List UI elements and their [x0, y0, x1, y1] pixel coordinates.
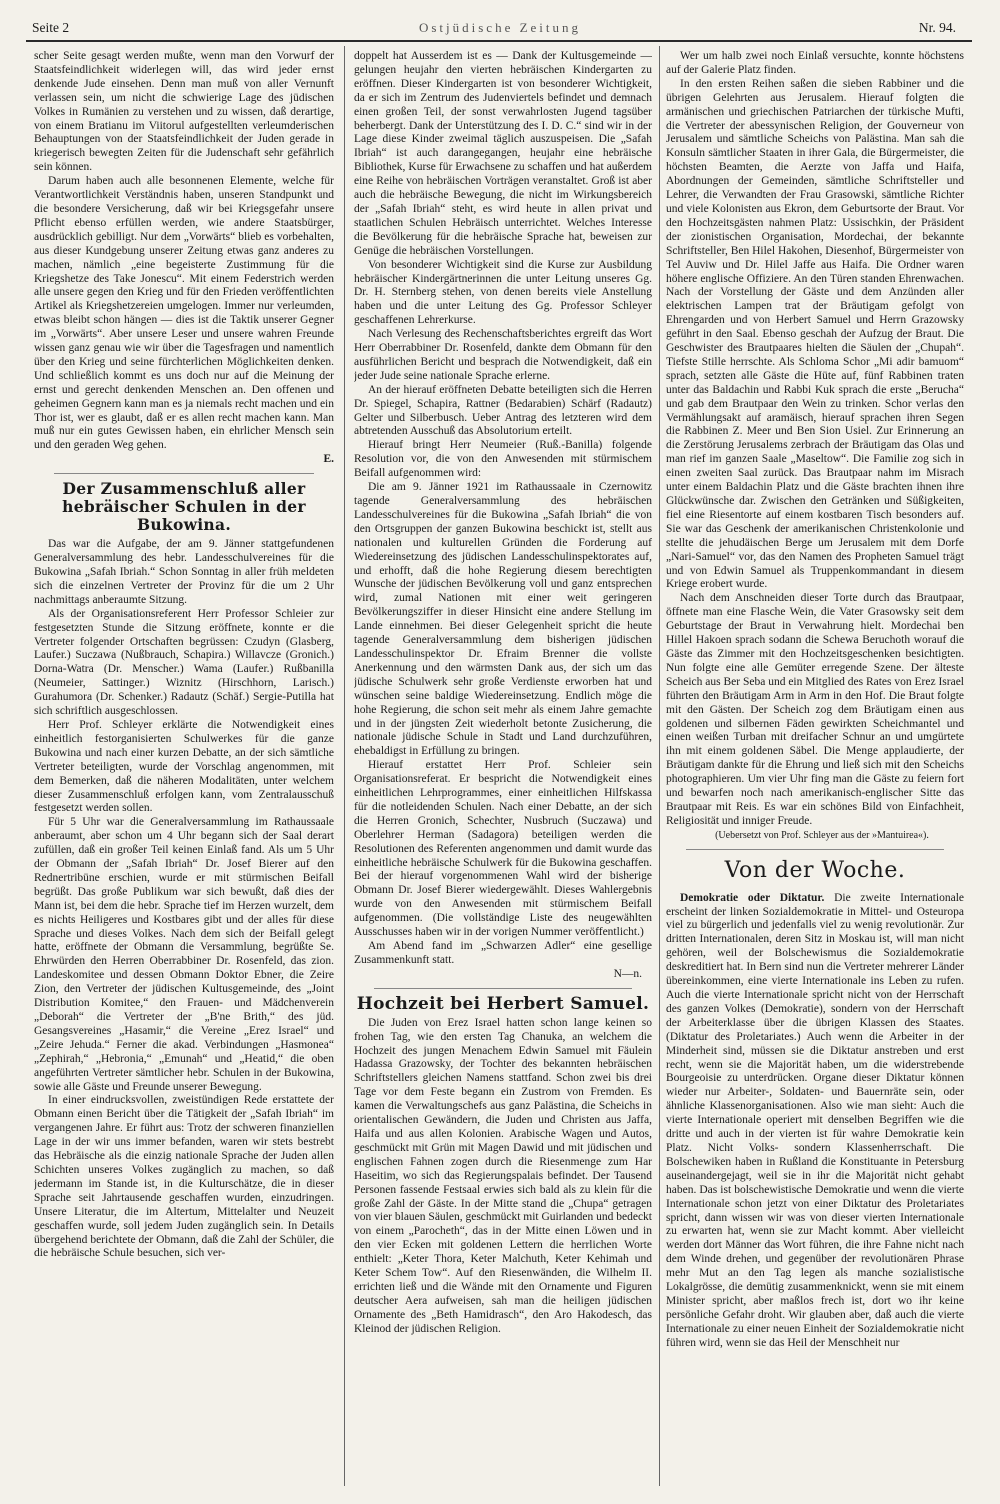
issue-number: Nr. 94.	[918, 20, 956, 35]
section-divider	[374, 988, 632, 989]
article-paragraph: Herr Prof. Schleyer erklärte die Notwendigkeit eines einheitlich festorganisierten Schulwerkes für die ganze Bukowina und nach einer kurzen Debatte, an der sich sämtliche Vertreter beteiligten, wurde der Vorschlag angenommen, mit dem Bemerken, daß die näheren Modalitäten, unter welchem dieser Zusammenschluß erfolgen kann, vom Zentralausschuß festgesetzt werden sollen.	[34, 718, 334, 815]
article-signature: E.	[323, 453, 334, 466]
article-paragraph: Hierauf erstattet Herr Prof. Schleier sein Organisationsreferat. Er bespricht die Notwendigkeit eines einheitlichen Lehrprogrammes, einer einheitlichen Hilfskassa für die notleidenden Schulen. Nach einer Debatte, an der sich die Herren Gronich, Schechter, Nusbruch (Suczawa) und Oberlehrer Herman (Sadagora) beteiligen werden die Resolutionen des Referenten angenommen und damit wurde das einheitliche hebräische Schulwerk für die Bukowina geschaffen. Bei der hierauf vorgenommenen Wahl wird der bisherige Obmann Dr. Josef Bierer wiedergewählt. Dieses Wahlergebnis wurde von den Anwesenden mit stürmischem Beifall aufgenommen. (Die vollständige Liste des neugewählten Ausschusses haben wir in der vorigen Nummer veröffentlicht.)	[354, 759, 652, 939]
column-3	[666, 50, 964, 1482]
article-paragraph: Am Abend fand im „Schwarzen Adler“ eine gesellige Zusammenkunft statt.	[354, 940, 652, 966]
header-rule	[26, 40, 972, 42]
section-heading: Von der Woche.	[724, 857, 906, 883]
article-paragraph: Wer um halb zwei noch Einlaß versuchte, konnte höchstens auf der Galerie Platz finden.	[666, 50, 964, 76]
article-paragraph: doppelt hat Ausserdem ist es — Dank der Kultusgemeinde — gelungen heujahr den vierten hebräischen Kindergarten zu eröffnen. Dieser Kindergarten ist von besonderer Wichtigkeit, da er sich im Zentrum des Judenviertels befindet und demnach einen großen Teil, der sonst verwahrlosten Jugend tagsüber beherbergt. Dank der Unterstützung des I. D. C.“ sind wir in der Lage diese Kinder zweimal täglich auszuspeisen. Die „Safah Ibriah“ ist auch darangegangen, heujahr eine hebräische Bibliothek, Kurse für Erwachsene zu schaffen und hat außerdem eine Reihe von hebräischen Vorträgen veranstaltet. Groß ist aber auch die hebräische Bewegung, die nicht im Wirkungsbereich der „Safah Ibriah“ steht, es wird heute in allen privat und staatlichen Schulen Hebräisch unterrichtet. Welches Interesse die Bevölkerung für die hebräische Sprache hat, beweisen zur Genüge die hebräischen Vorstellungen.	[354, 50, 652, 257]
article-heading: Hochzeit bei Herbert Samuel.	[356, 993, 650, 1014]
article-lead: Demokratie oder Diktatur.	[680, 891, 825, 904]
article-paragraph: Die zweite Internationale erscheint der linken Sozialdemokratie in Mittel- und Osteuropa viel zu bürgerlich und jedenfalls viel zu wenig revolutionär. Zur dritten Internationalen, deren Sitz in Moskau ist, will man nicht gehören, weil der Bolschewismus die Sozialdemokratie deskreditiert hat. In Bern sind nun die Vertreter mehrerer Länder übereinkommen, eine vierte Internationale ins Leben zu rufen. Auch die vierte Internationale spricht nicht von der Herrschaft des ganzen Volkes (Demokratie), sondern von der Herrschaft der Arbeiterklasse über die übrigen Klassen des Staates. (Diktatur des Proletariates.) Auch wenn die Arbeiter in der Minderheit sind, müssen sie die Diktatur anstreben und erst recht, wenn sie die Majorität haben, um die widerstrebende Bourgeoisie zu unterdrücken. Organe dieser Diktatur können wieder nur Arbeiter-, Soldaten- und Bauernräte sein, oder ähnliche Klassenorganisationen. Also wie man sieht: Auch die vierte Internationale operiert mit denselben Begriffen wie die dritte und auch in der vierten ist für wahre Demokratie kein Platz. Nicht Volks- sondern Klassenherrschaft. Die Bolschewiken haben in Rußland die Konstituante in Petersburg auseinandergejagt, weil sie in ihr die Majorität nicht gehabt haben. Das ist bolschewistische Demokratie und wenn die vierte Internationale schon jetzt von einer Diktatur des Proletariates spricht, dann wissen wir was von dieser vierten Internationale zu erwarten hat, wenn sie zur Macht kommt. Aber vielleicht werden dort Männer das Wort führen, die ihre Fahne nicht nach dem Winde drehen, und gegenüber der revolutionären Phrase mehr Mut an den Tag legen als manche sozialistische Lokalgrösse, die demütig zusammenknickt, wenn sie mit einem Minister spricht, aber maßlos frech ist, dort wo ihr keine persönliche Gefahr droht. Wir glauben aber, daß auch die vierte Internationale zu einer neuen Einheit der Sozialdemokratie nicht führen wird, wenn sie das Heil der Menschheit nur	[666, 891, 964, 1349]
article-paragraph: Darum haben auch alle besonnenen Elemente, welche für Verantwortlichkeit Verständnis haben, unseren Standpunkt und die besondere Versicherung, daß wir bei Kriegsgefahr unsere Pflicht ebenso erfüllen werden, wie andere Staatsbürger, ausdrücklich gebilligt. Nur dem „Vorwärts“ blieb es vorbehalten, aus dieser Kundgebung unserer Zeitung etwas ganz anderes zu machen, nämlich „eine begeisterte Zustimmung für die Kriegshetze des Take Jonescu“. Mit einem Federstrich werden alle unsere gegen den Krieg und für den Frieden veröffentlichten Artikel als Kriegshetzereien umgelogen. Immer nur verleumden, etwas bleibt schon hängen — dies ist die Taktik unserer Gegner im „Vorwärts“. Aber unsere Leser und unsere wahren Freunde wissen ganz genau wie wir über die Tagesfragen und namentlich über den Krieg und seine fürchterlichen Möglichkeiten denken. Und schließlich kommt es uns doch nur auf die Meinung der ernst und gerecht denkenden Menschen an. Den offenen und geheimen Gegnern kann man es ja niemals recht machen und ein Thor ist, wer es glaubt, daß er es allen recht machen kann. Man muß nur ein gutes Gewissen haben, ein ehrlicher Mensch sein und den geraden Weg gehen.	[34, 175, 334, 452]
article-signature: N—n.	[613, 967, 642, 980]
article-paragraph: An der hierauf eröffneten Debatte beteiligten sich die Herren Dr. Spiegel, Schapira, Rattner (Bedarabien) Schärf (Radautz) Gelter und Silberbusch. Ueber Antrag des letzteren wird dem abtretenden Ausschuß das Absolutorium erteilt.	[354, 383, 652, 438]
article-paragraph: In den ersten Reihen saßen die sieben Rabbiner und die übrigen Gelehrten aus Jerusalem. Hierauf folgten die armänischen und griechischen Patriarchen der türkische Mufti, die Vertreter der abessynischen Religion, der Gouverneur von Jerusalem und sämtliche Scheichs von Palästina. Man sah die Konsuln sämtlicher Staaten in ihrer Gala, die Bürgermeister, die höchsten Beamten, die Aerzte von Jaffa und Haifa, Abordnungen der Gemeinden, sämtliche Schriftsteller und Lehrer, die Verwandten der Frau Grasowski, sämtliche Richter und viele Kolonisten aus Ekron, dem Geburtsorte der Braut. Vor den Hochzeitsgästen nahmen Platz: Ussischkin, der Präsident der zionistischen Organisation, Mordechai, der bekannte Schriftsteller, Ben Hilel Hakohen, Diesenhof, Bürgermeister von Tel Auviw und Dr. Hilel Jaffe aus Haifa. Die Ordner waren höhere englische Offiziere. An den Türen standen Ehrenwachen. Nach der Vorstellung der Gäste und dem Anzünden aller elektrischen Lampen trat der Bräutigam gefolgt von Ehrengarden und von Herbert Samuel und Herrn Grazowsky geführt in den Saal. Ebenso geschah der Aufzug der Braut. Die Geschwister des Brautpaares hielten die Säulen der „Chupah“. Tiefste Stille herrschte. Als Schloma Schor „Mi adir bamuom“ sprach, setzten alle Gäste die Hüte auf, fünf Rabbinen traten unter das Baldachin und Rabbi Kuk sprach die erste „Berucha“ und gab dem Brautpaar den Wein zu trinken. Schor verlas den Vermählungsakt auf aramäisch, hierauf sprachen ihren Segen die Rabbinen Z. Meer und Ben Sion Usiel. Zur Erinnerung an die Zerstörung Jerusalems zerbrach der Bräutigam das Olas und man rief im ganzen Saale „Maseltow“. Die Familie zog sich in einen zweiten Saal zurück. Das Brautpaar nahm im Misrach unter einem Baldachin Platz und die Gäste brachten ihnen ihre Glückwünsche dar. Zwischen den Getränken und Süßigkeiten, fiel eine Riesentorte auf einem kostbaren Tisch besonders auf. Sie war das Geschenk der amerikanischen Christenkolonie und stellte die jehudäischen Berge um Jerusalem mit dem Dorfe „Nari-Samuel“ vor, das den Namen des Propheten Samuel trägt und von Edwin Samuel als Truppenkommandant in diesem Kriege erobert wurde.	[666, 77, 964, 591]
article-paragraph: Hierauf bringt Herr Neumeier (Ruß.-Banilla) folgende Resolution vor, die von den Anwesenden mit stürmischem Beifall aufgenommen wird:	[354, 439, 652, 480]
article-paragraph: Die am 9. Jänner 1921 im Rathaussaale in Czernowitz tagende Generalversammlung des hebräischen Landesschulvereines für die Bukowina „Safah Ibriah“ die von den Ortsgruppen der ganzen Bukowina beschickt ist, stellt aus nationalen und kulturellen Gründen die Forderung auf Wiedereinsetzung des jüdischen Landesschulinspektorates auf, und erhofft, daß die hohe Regierung diesem berechtigten Wunsche der jüdischen Bevölkerung voll und ganz entsprechen wird, zumal Nationen mit einer weit geringeren Bevölkerungsziffer in dieser Hinsicht eine andere Stellung im Lande einnehmen. Bei dieser Gelegenheit spricht die heute tagende Generalversammlung dem bisherigen jüdischen Landesschulinspektor Dr. Efraim Brenner die vollste Anerkennung und den wärmsten Dank aus, der sich um das jüdische Schulwerk sehr große Verdienste erworben hat und wünschen seine baldige Wiedereinsetzung. Endlich möge die hohe Regierung, die schon seit mehr als einem Jahre gemachte und in der jüngsten Zeit wiederholt betonte Zusicherung, die nationale jüdische Schule in Stadt und Land durchzuführen, ehebaldigst in Erfüllung zu bringen.	[354, 481, 652, 758]
column-divider	[344, 46, 345, 1486]
section-divider	[54, 473, 314, 474]
article-paragraph: Nach dem Anschneiden dieser Torte durch das Brautpaar, öffnete man eine Flasche Wein, die Vater Grasowsky seit dem Geburtstage der Braut in Verwahrung hielt. Mordechai ben Hillel Hakoen sprach sodann die Schewa Beruchoth worauf die Gäste das Zimmer mit den Hochzeitsgeschenken besichtigten. Nun folgte eine alle Gemüter erregende Szene. Der älteste Scheich aus Ber Seba und ein Mitglied des Rates von Erez Israel führten den Bräutigam Arm in Arm in den Hof. Die Braut folgte mit den Gästen. Der Scheich zog dem Bräutigam einen aus goldenen und silbernen Fäden gewirkten Scheichmantel und einen weißen Turban mit dreifacher Schnur an und umgürtete ihn mit einem goldenen Säbel. Die Menge applaudierte, der Bräutigam dankte für die Ehrung und ließ sich mit den Scheichs photographieren. Um vier Uhr fing man die Gäste zu feiern fort und bewarfen noch nach amerikanisch-englischer Sitte das Brautpaar mit Reis. Es war ein schönes Bild von Einfachheit, Religiosität und inniger Freude.	[666, 592, 964, 827]
article-paragraph: scher Seite gesagt werden mußte, wenn man den Vorwurf der Staatsfeindlichkeit widerlegen will, das wird jeder ernst denkende Jude einsehen. Denn man muß von aller Vernunft verlassen sein, um nicht die schwierige Lage des jüdischen Volkes in Rumänien zu verstehen und zu wissen, daß derartige, von einem Bratianu im Viitorul aufgestellten verleumderischen Behauptungen von der Staatsfeindlichkeit der Juden gerade in kriegerisch bewegten Zeiten für die Judenschaft sehr gefährlich sein können.	[34, 50, 334, 174]
column-1	[34, 50, 334, 1482]
column-divider	[659, 46, 660, 1486]
article-paragraph: Die Juden von Erez Israel hatten schon lange keinen so frohen Tag, wie den ersten Tag Chanuka, an welchem die Hochzeit des jungen Menachem Edwin Samuel mit Fäulein Hadassa Grazowsky, der Tochter des bekannten hebräischen Schriftstellers gleichen Namens stattfand. Schon zwei bis drei Tage vor dem Feste begann ein Zustrom von Fremden. Es kamen die Verwaltungschefs aus ganz Palästina, die Scheichs in orientalischen Gewändern, die Juden und Christen aus Jaffa, Haifa und aus allen Kolonien. Arabische Wagen und Autos, geschmückt mit Grün mit Magen Dawid und mit jüdischen und englischen Fahnen zogen durch die Riesenmenge zum Har Haseitim, wo sich das Regierungspalais befindet. Der Tausend Personen fassende Festsaal erwies sich bald als zu klein für die große Zahl der Gäste. In der Mitte stand die „Chupa“ getragen von vier blauen Säulen, geschmückt mit Guirlanden und bedeckt von einem „Parocheth“, das in der Mitte einen Löwen und in den vier Ecken mit goldenen Lettern die herrlichen Worte enthielt: „Keter Thora, Keter Malchuth, Keter Kehimah und Keter Schem Tow“. Auf den Riesenwänden, die Wilhelm II. errichten ließ und die Wände mit den Ornamente und Figuren deutscher Aera aufweisen, sah man die heiligen jüdischen Ornamente des „Beth Hamidrasch“, den Aro Hakodesch, das Kleinod der jüdischen Religion.	[354, 1016, 652, 1335]
page-number: Seite 2	[32, 20, 70, 35]
article-paragraph: Das war die Aufgabe, der am 9. Jänner stattgefundenen Generalversammlung des hebr. Landesschulvereines für die Bukowina „Safah Ibriah.“ Schon Sonntag in aller früh meldeten sich die einzelnen Vertreter der Provinz für die um 2 Uhr nachmittags anberaumte Sitzung.	[34, 538, 334, 606]
article-paragraph: In einer eindrucksvollen, zweistündigen Rede erstattete der Obmann einen Bericht über die Tätigkeit der „Safah Ibriah“ im vergangenen Jahre. Er führt aus: Trotz der schweren finanziellen Lage in der wir uns immer befanden, waren wir stets bestrebt das Hebräische als die einzig nationale Sprache der Juden allen Schichten unseres Volkes zugänglich zu machen, so daß jedermann im Stande ist, in die Kulturschätze, die in dieser Sprache seit Jahrtausende geschaffen wurden, einzudringen. Unsere Literatur, die im Altertum, Mittelalter und Neuzeit geschaffen wurde, soll jedem Juden zugänglich sein. In Details übergehend berichtete der Obmann, daß die Zahl der Schüler, die die hebräische Schule besuchen, sich ver-	[34, 1094, 334, 1260]
translation-note: (Uebersetzt von Prof. Schleyer aus der »Mantuirea«).	[715, 829, 929, 841]
article-heading: Der Zusammenschluß aller hebräischer Schulen in der Bukowina.	[62, 479, 306, 535]
section-divider	[686, 849, 944, 850]
article-paragraph: Als der Organisationsreferent Herr Professor Schleier zur festgesetzten Stunde die Sitzung eröffnete, konnte er die Vertreter folgender Ortschaften begrüssen: Czudyn (Glasberg, Laufer.) Suczawa (Nußbrauch, Schapira.) Willavcze (Gronich.) Dorna-Watra (Dr. Menscher.) Wama (Laufer.) Rußbanilla (Neumeier, Sattinger.) Wiznitz (Hirschhorn, Larisch.) Gurahumora (Dr. Schenker.) Radautz (Schäf.) Sergie-Putilla hat sich schriftlich ausgeschlossen.	[34, 607, 334, 718]
article-paragraph: Nach Verlesung des Rechenschaftsberichtes ergreift das Wort Herr Oberrabbiner Dr. Rosenfeld, dankte dem Obmann für den ausführlichen Bericht und besprach die Notwendigkeit, daß ein jeder Jude seine nationale Sprache erlerne.	[354, 328, 652, 382]
article-paragraph: Für 5 Uhr war die Generalversammlung im Rathaussaale anberaumt, aber schon um 4 Uhr begann sich der Saal derart zufüllen, daß ein großer Teil keinen Einlaß fand. Als um 5 Uhr der Obmann der „Safah Ibriah“ Dr. Josef Bierer auf den Rednertribüne erschien, wurde er mit stürmischen Beifall begrüßt. Das große Publikum war sich bewußt, daß dies der Mann ist, bei dem die hebr. Sprache tief im Herzen wurzelt, dem es nichts Heiligeres und Kostbares gibt und der alles für diese Sprache und dieses Volkes. Nach dem sich der Beifall gelegt hatte, eröffnete der Obmann die Versammlung, begrüßte Se. Ehrwürden den Herren Oberrabbiner Dr. Rosenfeld, das zion. Landeskomitee und dessen Obmann Doktor Ebner, die Zeire Zion, den Vertreter der jüdischen Kultusgemeinde, des „Joint Distribution Komitee,“ den Frauen- und Mädchenverein „Deborah“ die Vertreter der „B'ne Brith,“ des jüd. Gesangsvereines „Hasamir,“ die Vereine „Erez Israel“ und „Zeire Jehuda.“ Ferner die akad. Verbindungen „Hasmonea“ „Zephirah,“ „Hebronia,“ „Emunah“ und „Heatid,“ die oben angeführten Vertreter sämtlicher hebr. Schulen in der Bukowina, sowie alle Gäste und Freunde unserer Bewegung.	[34, 816, 334, 1093]
column-2	[354, 50, 652, 1482]
newspaper-title: Ostjüdische Zeitung	[418, 20, 582, 35]
article-paragraph: Von besonderer Wichtigkeit sind die Kurse zur Ausbildung hebräischer Kindergärtnerinnen die unter Leitung unseres Gg. Dr. H. Sternberg stehen, von denen bereits viele Anstellung haben und die unter Leitung des Gg. Professor Schleyer geschaffenen Lehrerkurse.	[354, 258, 652, 327]
